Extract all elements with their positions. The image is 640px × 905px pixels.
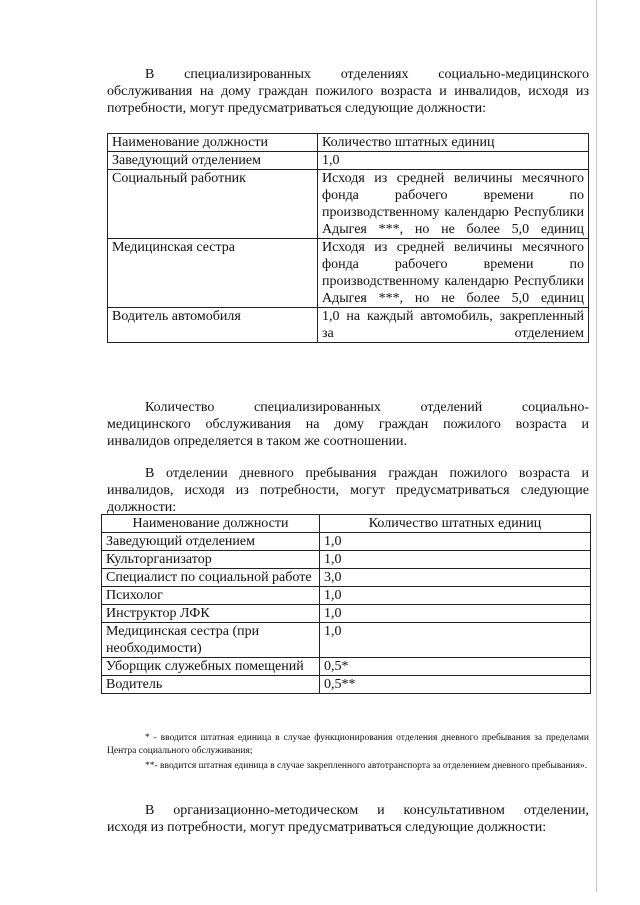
table-row [108,152,589,170]
cell-count: Исходя из средней величины месячного фонда рабочего времени по производственному календарю Республики Адыгея ***, но не более 5,0 единиц [318,239,589,308]
staff-table-home-care [107,133,589,343]
cell-count: 1,0 [320,533,591,551]
cell-position: Водитель [102,676,320,694]
cell-position: Медицинская сестра [108,239,318,308]
table-row [108,239,589,308]
cell-count: 3,0 [320,569,591,587]
intro-paragraph [107,66,589,117]
count-line-2: медицинского обслуживания на дому граждан пожилого возраста и [107,417,589,432]
table-row [102,569,591,587]
methodical-paragraph [107,802,589,836]
table-row [102,658,591,676]
table-row [102,623,591,658]
table-header-row [108,134,589,152]
count-line-1: Количество специализированных отделений социально- [145,400,589,415]
cell-position: Заведующий отделением [108,152,318,170]
day-care-paragraph [107,465,589,516]
footnote-1: * - вводится штатная единица в случае функционирования отделения дневного пребывания за пределами Центра социального обслуживания; [107,733,589,756]
table-row [108,170,589,239]
cell-position: Заведующий отделением [102,533,320,551]
cell-position: Психолог [102,587,320,605]
header-count: Количество штатных единиц [320,515,591,533]
table-row [102,551,591,569]
header-position: Наименование должности [108,134,318,152]
cell-count: 1,0 [320,605,591,623]
day-care-line-2: инвалидов, исходя из потребности, могут предусматриваться следующие [107,483,589,498]
table-row [102,587,591,605]
cell-count: 1,0 [320,623,591,658]
cell-count: 1,0 на каждый автомобиль, закрепленный за отделением [318,308,589,343]
cell-position: Водитель автомобиля [108,308,318,343]
cell-position: Инструктор ЛФК [102,605,320,623]
cell-count: 1,0 [320,551,591,569]
cell-count: 1,0 [320,587,591,605]
intro-line-3: потребности, могут предусматриваться следующие должности: [107,101,486,116]
cell-position: Медицинская сестра (при необходимости) [102,623,320,658]
footnote-2: **- вводится штатная единица в случае закрепленного автотранспорта за отделением дневного пребывания». [145,761,588,771]
cell-count: 1,0 [318,152,589,170]
cell-count: 0,5* [320,658,591,676]
methodical-line-2: исходя из потребности, могут предусматриваться следующие должности: [107,820,547,835]
intro-line-1: В специализированных отделениях социально-медицинского [145,67,589,82]
cell-position: Социальный работник [108,170,318,239]
table-row [108,308,589,343]
table-row [102,605,591,623]
count-line-3: инвалидов определяется в таком же соотношении. [107,434,408,449]
page-edge-line [596,0,597,892]
header-count: Количество штатных единиц [318,134,589,152]
cell-count: 0,5** [320,676,591,694]
cell-position: Культорганизатор [102,551,320,569]
cell-position: Специалист по социальной работе [102,569,320,587]
staff-table-day-care [101,514,591,694]
day-care-line-3: должности: [107,500,177,515]
intro-line-2: обслуживания на дому граждан пожилого возраста и инвалидов, исходя из [107,84,589,99]
cell-count: Исходя из средней величины месячного фонда рабочего времени по производственному календарю Республики Адыгея ***, но не более 5,0 единиц [318,170,589,239]
table-row [102,533,591,551]
cell-position: Уборщик служебных помещений [102,658,320,676]
day-care-line-1: В отделении дневного пребывания граждан пожилого возраста и [145,466,589,481]
methodical-line-1: В организационно-методическом и консультативном отделении, [145,803,589,818]
header-position: Наименование должности [102,515,320,533]
table-header-row [102,515,591,533]
table-row [102,676,591,694]
count-paragraph [107,399,589,450]
